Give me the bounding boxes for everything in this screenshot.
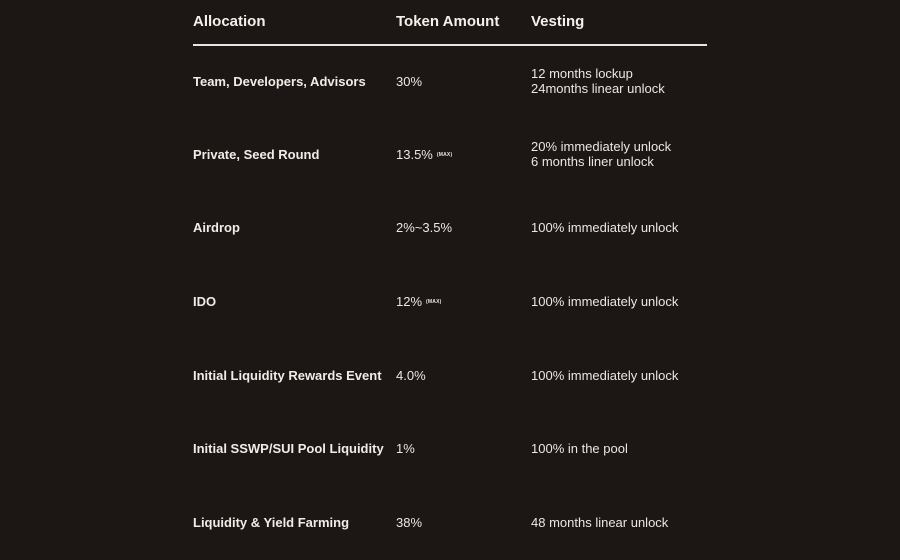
vesting-line: 100% immediately unlock (531, 220, 679, 235)
token-amount-cell (396, 294, 441, 310)
vesting-cell (531, 515, 668, 530)
allocation-cell: Team, Developers, Advisors (193, 74, 366, 89)
vesting-line: 12 months lockup (531, 66, 633, 81)
token-amount-cell (396, 74, 422, 89)
token-amount-cell (396, 441, 415, 456)
allocation-cell: IDO (193, 294, 217, 309)
allocation-cell: Initial Liquidity Rewards Event (193, 368, 382, 383)
allocation-cell: Initial SSWP/SUI Pool Liquidity (193, 441, 384, 456)
token-amount-cell (396, 220, 452, 235)
token-amount-value: 4.0% (396, 368, 426, 383)
token-amount-cell (396, 368, 426, 383)
allocation-cell: Private, Seed Round (193, 147, 320, 162)
vesting-cell (531, 294, 678, 309)
allocation-cell: Liquidity & Yield Farming (193, 515, 350, 530)
token-amount-value: 38% (396, 515, 423, 530)
token-amount-value: 30% (396, 74, 423, 89)
vesting-line: 100% in the pool (531, 441, 628, 456)
token-amount-value: 1% (396, 441, 415, 456)
table-header (193, 0, 707, 46)
vesting-cell (531, 368, 678, 383)
token-amount-cell (396, 147, 452, 163)
token-amount-cell (396, 515, 422, 530)
max-tag: (MAX) (426, 299, 442, 306)
vesting-line: 48 months linear unlock (531, 515, 669, 530)
column-header-token-amount: Token Amount (396, 13, 500, 30)
token-amount-value: 13.5% (396, 147, 433, 162)
column-header-vesting: Vesting (531, 13, 585, 30)
token-amount-value: 12% (396, 294, 423, 309)
vesting-line: 6 months liner unlock (531, 154, 654, 169)
vesting-line: 20% immediately unlock (531, 139, 672, 154)
token-amount-value: 2%~3.5% (396, 220, 453, 235)
column-header-allocation: Allocation (193, 13, 266, 30)
vesting-cell (531, 66, 665, 96)
vesting-line: 24months linear unlock (531, 81, 665, 96)
vesting-line: 100% immediately unlock (531, 294, 679, 309)
vesting-cell (531, 139, 671, 169)
vesting-cell (531, 441, 628, 456)
vesting-cell (531, 220, 678, 235)
vesting-line: 100% immediately unlock (531, 368, 679, 383)
token-allocation-table (193, 0, 707, 530)
max-tag: (MAX) (436, 152, 453, 159)
allocation-cell: Airdrop (193, 220, 240, 235)
